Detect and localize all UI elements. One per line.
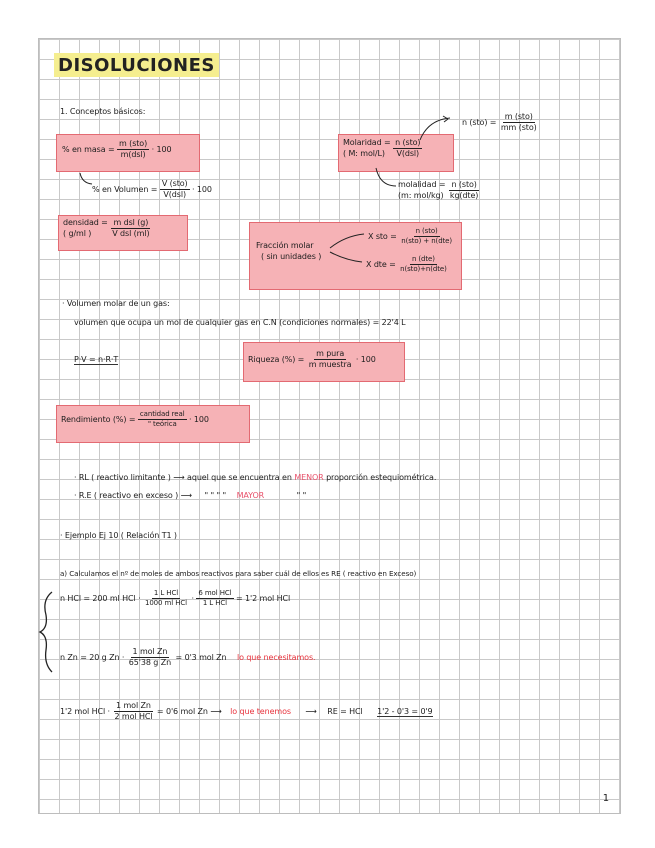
nzn-result: = 0'3 mol Zn [175,653,227,662]
molalidad-den: kg(dte) [449,191,479,200]
final-den: 2 mol HCl [114,712,153,721]
final-result: = 0'6 mol Zn ⟶ [156,707,222,716]
final-note: lo que tenemos [230,707,291,716]
riqueza-den: m muestra [308,360,352,369]
moles-den: mm (sto) [500,123,537,132]
densidad-den: V dsl (ml) [112,229,150,238]
nhcl-dot: · [191,594,194,603]
molalidad-num: n (sto) [451,180,477,189]
masa-lhs: % en masa = [62,145,115,154]
final-num: 1 mol Zn [116,701,151,710]
rl-tail: proporción estequiométrica. [326,473,437,482]
riqueza-formula [248,350,376,369]
xsto-num: n (sto) [415,227,438,235]
final-calculation [60,702,433,721]
nhcl-f1-num: 1 L HCl [153,589,179,597]
nhcl-result: = 1'2 mol HCl [235,594,291,603]
rl-lhs: · RL ( reactivo limitante ) ⟶ [74,473,185,482]
rendimiento-formula [61,411,209,428]
xdte-num: n (dte) [411,255,435,263]
final-re: RE = HCl [327,707,363,716]
volumen-lhs: % en Volumen = [92,185,158,194]
final-lhs: 1'2 mol HCl · [60,707,110,716]
masa-num: m (sto) [119,139,148,148]
nhcl-calculation [60,590,290,607]
parte-a-text: a) Calculamos el nº de moles de ambos reactivos para saber cuál de ellos es RE ( reactivo en Exceso) [60,569,417,578]
rendimiento-lhs: Rendimiento (%) = [61,415,136,424]
re-highlight: MAYOR [236,491,265,500]
xsto-den: n(sto) + n(dte) [401,237,453,245]
masa-tail: · 100 [151,145,172,154]
nhcl-fraction-2 [196,590,233,607]
moles-lhs: n (sto) = [462,118,497,127]
re-ditto-2: " " [296,491,307,500]
page-title: DISOLUCIONES [54,53,219,77]
densidad-units: ( g/ml ) [63,229,92,238]
re-lhs: · R.E ( reactivo en exceso ) ⟶ [74,491,193,500]
final-arrow: ⟶ [305,707,317,716]
rendimiento-den: " teórica [147,420,177,428]
section-heading: 1. Conceptos básicos: [60,107,146,116]
densidad-lhs: densidad = [63,218,108,227]
rendimiento-tail: · 100 [189,415,209,424]
nzn-fraction [127,648,173,667]
page-number: 1 [602,793,609,804]
rendimiento-fraction [138,411,187,428]
rl-line [74,474,436,482]
nhcl-f2-den: 1 L HCl [202,599,228,607]
volumen-molar-text: volumen que ocupa un mol de cualquier gas en C.N (condiciones normales) = 22'4 L [74,318,406,327]
riqueza-num: m pura [316,349,345,358]
rl-text: aquel que se encuentra en [187,473,292,482]
ejemplo-heading: · Ejemplo Ej 10 ( Relación T1 ) [60,531,177,540]
riqueza-tail: · 100 [355,355,376,364]
xsto-lhs: X sto = [368,232,397,241]
molaridad-units: ( M: mol/L) [343,149,385,158]
volumen-den: V(dsl) [163,190,186,199]
re-ditto: " " " " [204,491,227,500]
nhcl-f1-den: 1000 ml HCl [144,599,187,607]
fraccion-units: ( sin unidades ) [261,252,322,261]
volumen-tail: · 100 [192,185,212,194]
molalidad-units: (m: mol/kg) [398,191,444,200]
rendimiento-num: cantidad real [139,410,185,418]
xdte-den: n(sto)+n(dte) [400,265,447,273]
volumen-num: V (sto) [161,179,188,188]
final-fraction [112,702,154,721]
riqueza-lhs: Riqueza (%) = [248,355,305,364]
nzn-lhs: n Zn = 20 g Zn · [60,653,125,662]
molaridad-lhs: Molaridad = [343,138,391,147]
moles-num: m (sto) [504,112,533,121]
molaridad-num: n (sto) [395,138,421,147]
densidad-num: m dsl (g) [113,218,149,227]
fraccion-to-xsto-arrow [330,234,364,248]
rl-highlight: MENOR [294,473,324,482]
fraccion-lhs: Fracción molar [256,241,314,250]
nzn-calculation [60,648,315,667]
nzn-note: lo que necesitamos. [236,653,316,662]
brace [40,592,52,672]
molaridad-to-molalidad-arrow [376,168,396,186]
nhcl-f2-num: 6 mol HCl [198,589,232,597]
volumen-molar-heading: · Volumen molar de un gas: [62,299,170,308]
nzn-den: 65'38 g Zn [128,658,172,667]
gas-law: P·V = n·R·T [74,355,119,364]
riqueza-fraction [307,350,354,369]
final-calc: 1'2 - 0'3 = 0'9 [377,707,433,716]
molaridad-den: V(dsl) [396,149,420,158]
re-line [74,492,306,500]
nhcl-lhs: n HCl = 200 ml HCl · [60,594,141,603]
fraccion-to-xdte-arrow [330,252,362,262]
xdte-lhs: X dte = [366,260,396,269]
masa-den: m(dsl) [120,150,146,159]
nhcl-fraction-1 [143,590,189,607]
masa-to-volumen-arrow [80,173,92,184]
nzn-num: 1 mol Zn [132,647,168,656]
molalidad-lhs: molalidad = [398,180,446,189]
